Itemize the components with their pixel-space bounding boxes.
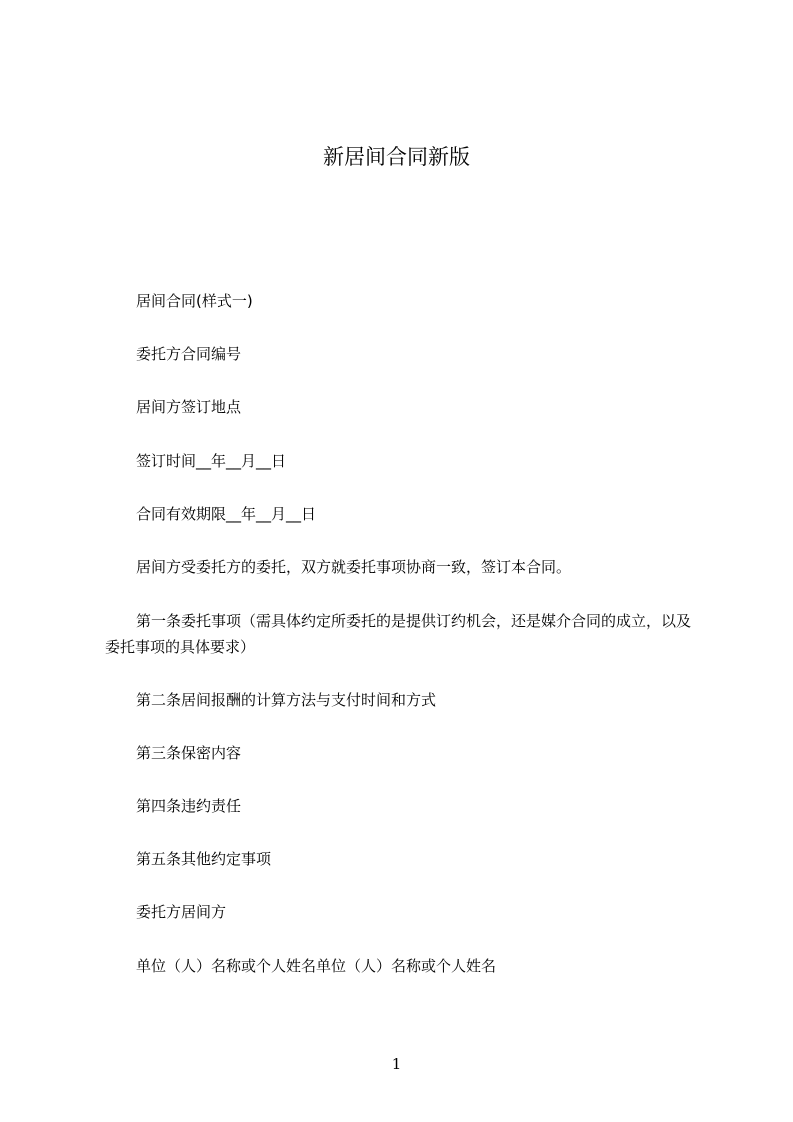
paragraph-article-5: 第五条其他约定事项 — [136, 850, 272, 868]
paragraph-article-1: 第一条委托事项（需具体约定所委托的是提供订约机会，还是媒介合同的成立，以及委托事项的具体要求） — [105, 612, 692, 656]
paragraph-validity-period: 合同有效期限__年__月__日 — [136, 505, 317, 523]
page-number: 1 — [391, 1055, 402, 1073]
paragraph-contract-type: 居间合同(样式一) — [136, 292, 253, 310]
paragraph-signing-date: 签订时间__年__月__日 — [136, 452, 287, 470]
paragraph-preamble: 居间方受委托方的委托，双方就委托事项协商一致，签订本合同。 — [136, 558, 572, 576]
paragraph-article-2: 第二条居间报酬的计算方法与支付时间和方式 — [136, 691, 437, 709]
paragraph-article-3: 第三条保密内容 — [136, 744, 242, 762]
paragraph-parties: 委托方居间方 — [136, 903, 227, 921]
paragraph-party-names: 单位（人）名称或个人姓名单位（人）名称或个人姓名 — [136, 957, 497, 975]
paragraph-article-4: 第四条违约责任 — [136, 797, 242, 815]
paragraph-signing-place: 居间方签订地点 — [136, 398, 242, 416]
paragraph-client-contract-no: 委托方合同编号 — [136, 345, 242, 363]
document-title: 新居间合同新版 — [323, 145, 470, 169]
